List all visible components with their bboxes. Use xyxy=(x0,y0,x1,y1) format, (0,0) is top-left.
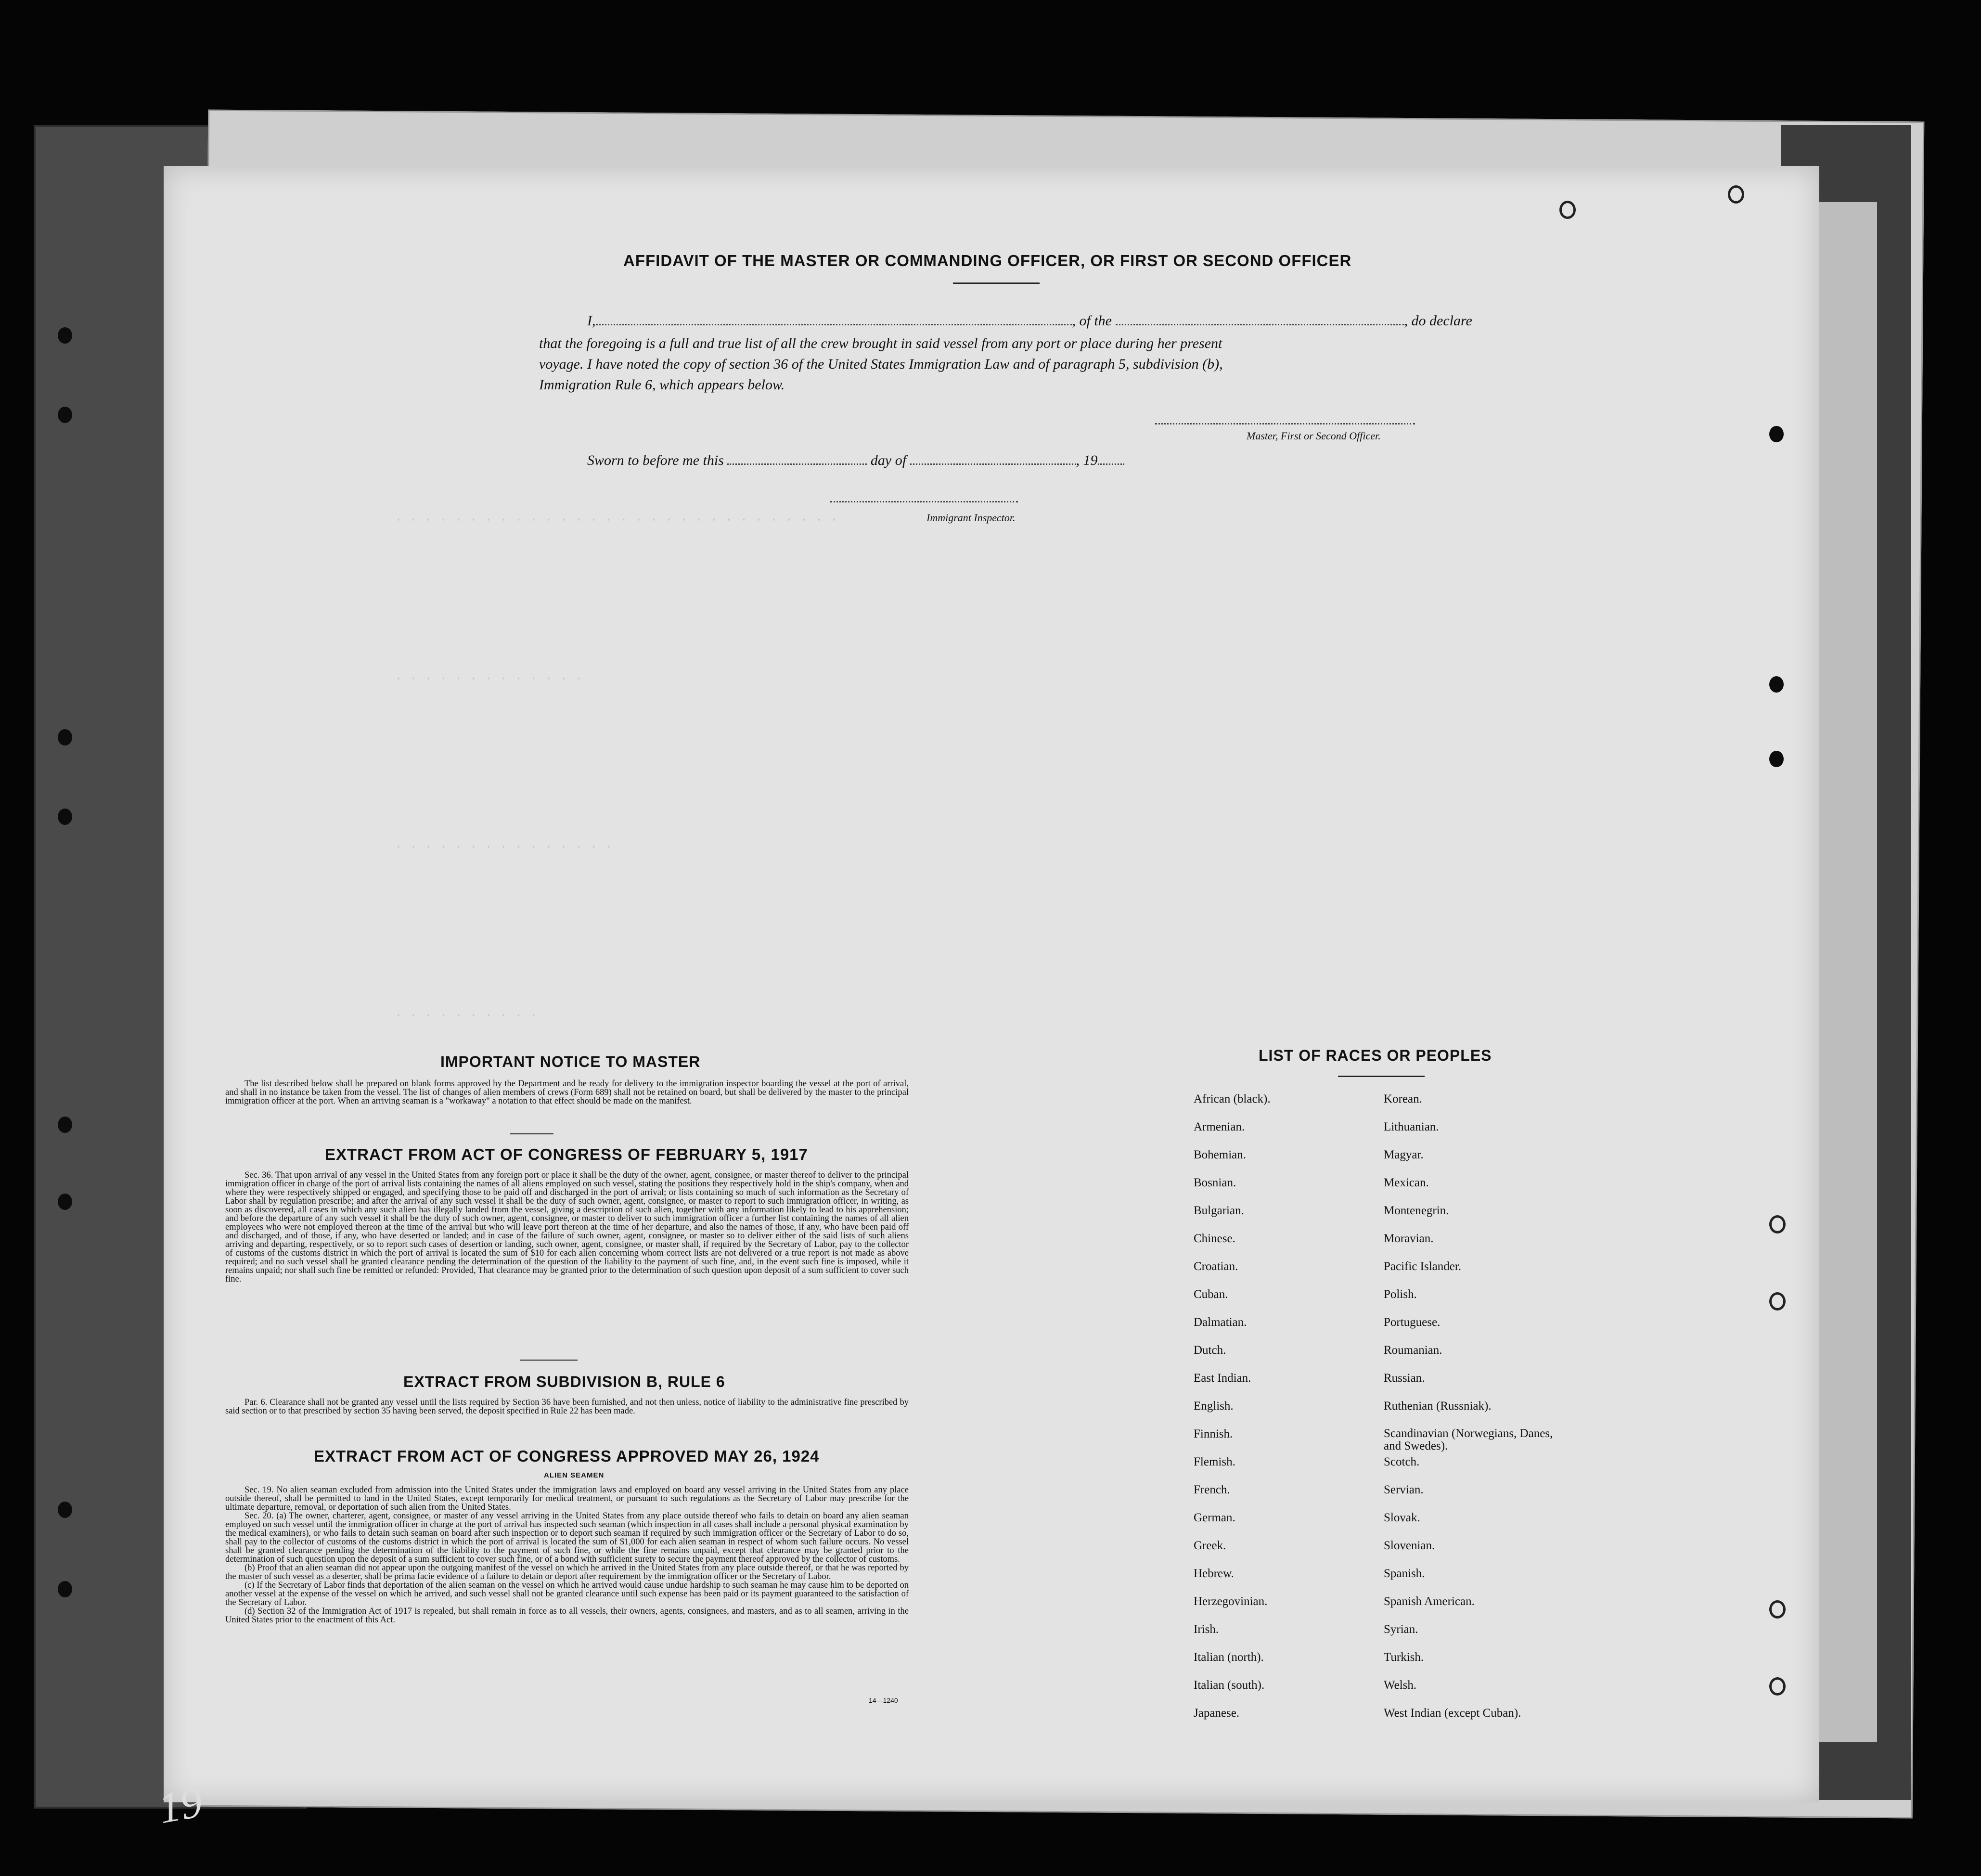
race-item: West Indian (except Cuban). xyxy=(1384,1707,1521,1720)
bleed-through-text: · · · · · · · · · · · · · · · xyxy=(395,840,613,854)
sworn-line xyxy=(587,452,1124,469)
punch-hole xyxy=(1559,201,1576,219)
races-title-divider xyxy=(1338,1076,1425,1077)
rule-6-title: EXTRACT FROM SUBDIVISION B, RULE 6 xyxy=(403,1373,725,1390)
handwritten-page-number: 19 xyxy=(155,1778,206,1833)
binder-hole xyxy=(58,809,72,825)
sworn-year: , 19 xyxy=(1076,452,1098,468)
section-divider xyxy=(510,1133,553,1134)
race-item: Dalmatian. xyxy=(1194,1316,1247,1329)
form-number: 14—1240 xyxy=(869,1696,898,1704)
sworn-month-blank xyxy=(910,461,1076,465)
notice-title: IMPORTANT NOTICE TO MASTER xyxy=(440,1053,701,1070)
bleed-through-text: · · · · · · · · · · · · · · · · · · · · · · · · · · · · · · xyxy=(395,513,838,527)
race-item: Croatian. xyxy=(1194,1260,1238,1273)
race-item: Dutch. xyxy=(1194,1344,1226,1357)
race-item: Roumanian. xyxy=(1384,1344,1442,1357)
binder-hole xyxy=(58,407,72,423)
binder-hole xyxy=(58,1502,72,1518)
race-item: Syrian. xyxy=(1384,1623,1418,1636)
race-item: Greek. xyxy=(1194,1539,1226,1552)
act-1924-sec-19: Sec. 19. No alien seaman excluded from admission into the United States under the immigration laws and employed on board any vessel arriving in the United States from any place outside thereof, shall be permitted to land in the United States, except temporarily for medical treatment, or pursuant to such regulations as the Secretary of Labor may prescribe for the ultimate departure, removal, or deportation of such alien from the United States. xyxy=(225,1485,909,1512)
race-item: Japanese. xyxy=(1194,1707,1240,1720)
affidavit-line-2: that the foregoing is a full and true list of all the crew brought in said vessel from any port or place during her present xyxy=(539,335,1222,351)
act-1917-text xyxy=(225,1171,909,1284)
binder-hole xyxy=(58,729,72,745)
master-name-blank xyxy=(596,321,1072,325)
race-item: Polish. xyxy=(1384,1288,1417,1301)
binder-hole xyxy=(58,327,72,344)
affidavit-of-the: , of the xyxy=(1072,313,1112,329)
race-item: East Indian. xyxy=(1194,1372,1251,1385)
race-item: Italian (south). xyxy=(1194,1679,1265,1692)
race-item: Korean. xyxy=(1384,1092,1422,1105)
signature-caption: Master, First or Second Officer. xyxy=(1247,430,1381,442)
punch-hole xyxy=(1769,1215,1786,1234)
notice-paragraph: The list described below shall be prepared on blank forms approved by the Department and be ready for delivery to the immigration inspector boarding the vessel at the port of arrival, and shall in no instance be taken from the vessel. The list of changes of alien members of crews (Form 689) shall not be retained on board, but shall be delivered by the master to the principal immigration officer at the port. When an arriving seaman is a "workaway" a notation to that effect should be made on the manifest. xyxy=(225,1079,909,1106)
race-item: Cuban. xyxy=(1194,1288,1228,1301)
race-item: Bohemian. xyxy=(1194,1148,1247,1161)
act-1924-subtitle: ALIEN SEAMEN xyxy=(544,1471,605,1479)
act-1924-title: EXTRACT FROM ACT OF CONGRESS APPROVED MAY 26, 1924 xyxy=(314,1447,820,1465)
punch-hole xyxy=(1769,751,1784,767)
punch-hole xyxy=(1769,1292,1786,1311)
sworn-prefix: Sworn to before me this xyxy=(587,452,724,468)
sworn-day-of: day of xyxy=(870,452,907,468)
inspector-signature-blank xyxy=(830,498,1018,502)
punch-hole xyxy=(1769,1600,1786,1619)
punch-hole xyxy=(1769,1677,1786,1696)
race-item: German. xyxy=(1194,1511,1235,1524)
affidavit-line-4: Immigration Rule 6, which appears below. xyxy=(539,377,785,393)
race-item: Lithuanian. xyxy=(1384,1120,1439,1133)
bleed-through-text: · · · · · · · · · · xyxy=(395,1008,538,1023)
punch-hole xyxy=(1728,185,1744,204)
race-item: Hebrew. xyxy=(1194,1567,1234,1580)
binder-hole xyxy=(58,1117,72,1133)
vessel-name-blank xyxy=(1116,321,1404,325)
races-title: LIST OF RACES OR PEOPLES xyxy=(1259,1047,1492,1064)
race-item: Herzegovinian. xyxy=(1194,1595,1268,1608)
race-item: Scotch. xyxy=(1384,1455,1420,1468)
race-item: Servian. xyxy=(1384,1483,1424,1496)
race-item: Armenian. xyxy=(1194,1120,1245,1133)
affidavit-line-1 xyxy=(587,313,1472,329)
signature-blank xyxy=(1155,420,1415,424)
act-1924-sec-20b: (b) Proof that an alien seaman did not appear upon the outgoing manifest of the vessel on which he arrived in the United States from any place outside thereof, or that he was reported by the master of such vessel as a deserter, shall be prima facie evidence of a failure to detain or deport after requirement by the immigration officer or the Secretary of Labor. xyxy=(225,1563,909,1581)
title-divider xyxy=(953,283,1040,284)
affidavit-line-3: voyage. I have noted the copy of section 36 of the United States Immigration Law and of paragraph 5, subdivision (b), xyxy=(539,356,1223,372)
race-item: Italian (north). xyxy=(1194,1651,1264,1664)
race-item: Turkish. xyxy=(1384,1651,1424,1664)
race-item: Mexican. xyxy=(1384,1176,1429,1189)
race-item: Scandinavian (Norwegians, Danes, and Swedes). xyxy=(1384,1427,1553,1452)
race-item: Spanish American. xyxy=(1384,1595,1475,1608)
affidavit-do-declare: , do declare xyxy=(1404,313,1472,329)
act-1924-sec-20a: Sec. 20. (a) The owner, charterer, agent, consignee, or master of any vessel arriving in the United States from any place outside thereof who fails to detain on board any alien seaman employed on such vessel until the immigration officer in charge at the port of arrival has inspected such seaman (which inspection in all cases shall include a personal physical examination by the medical examiners), or who fails to detain such seaman on board after such inspection or to deport such seaman if required by such immigration officer or the Secretary of Labor to do so, shall pay to the collector of customs of the customs district in which the port of arrival is located the sum of $1,000 for each alien seaman in respect of whom such failure occurs. No vessel shall be granted clearance pending the determination of the liability to the payment of such fine, or while the fine remains unpaid, except that clearance may be granted prior to the determination of such question upon the deposit of a sum sufficient to cover such fine, or of a bond with sufficient surety to secure the payment thereof approved by the collector of customs. xyxy=(225,1511,909,1564)
sworn-day-blank xyxy=(727,461,867,465)
bleed-through-text: · · · · · · · · · · · · · xyxy=(395,671,583,686)
binder-hole xyxy=(58,1194,72,1210)
race-item: English. xyxy=(1194,1400,1234,1413)
punch-hole xyxy=(1769,676,1784,693)
document-page xyxy=(164,166,1819,1802)
race-item: Bulgarian. xyxy=(1194,1204,1244,1217)
race-item: Irish. xyxy=(1194,1623,1219,1636)
race-item: Slovak. xyxy=(1384,1511,1420,1524)
race-item: Portuguese. xyxy=(1384,1316,1441,1329)
punch-hole xyxy=(1769,426,1784,442)
race-item: Ruthenian (Russniak). xyxy=(1384,1400,1492,1413)
binder-hole xyxy=(58,1581,72,1597)
race-item: Welsh. xyxy=(1384,1679,1417,1692)
rule-6-paragraph: Par. 6. Clearance shall not be granted any vessel until the lists required by Section 36 have been furnished, and not then unless, notice of liability to the administrative fine prescribed by said section or to that prescribed by section 35 having been served, the deposit specified in Rule 22 has been made. xyxy=(225,1398,909,1416)
race-item: African (black). xyxy=(1194,1092,1271,1105)
race-item: Magyar. xyxy=(1384,1148,1424,1161)
race-item: Bosnian. xyxy=(1194,1176,1236,1189)
race-item: Spanish. xyxy=(1384,1567,1425,1580)
affidavit-title: AFFIDAVIT OF THE MASTER OR COMMANDING OFFICER, OR FIRST OR SECOND OFFICER xyxy=(623,252,1352,270)
inspector-caption: Immigrant Inspector. xyxy=(926,512,1016,524)
act-1924-sec-20c: (c) If the Secretary of Labor finds that deportation of the alien seaman on the vessel on which he arrived would cause undue hardship to such seaman he may cause him to be deported on another vessel at the expense of the vessel on which he arrived, and such vessel shall not be granted clearance until such expense has been paid or its payment guaranteed to the satisfaction of the Secretary of Labor. xyxy=(225,1580,909,1607)
race-item: Pacific Islander. xyxy=(1384,1260,1462,1273)
notice-text xyxy=(225,1079,909,1105)
race-item: Flemish. xyxy=(1194,1455,1235,1468)
affidavit-i: I, xyxy=(587,313,596,329)
race-item: French. xyxy=(1194,1483,1230,1496)
sworn-year-blank xyxy=(1098,461,1124,465)
act-1917-title: EXTRACT FROM ACT OF CONGRESS OF FEBRUARY 5, 1917 xyxy=(325,1145,808,1163)
race-item: Montenegrin. xyxy=(1384,1204,1449,1217)
act-1924-text xyxy=(225,1486,909,1624)
race-item: Russian. xyxy=(1384,1372,1425,1385)
race-item: Slovenian. xyxy=(1384,1539,1435,1552)
race-item: Moravian. xyxy=(1384,1232,1434,1245)
race-item: Chinese. xyxy=(1194,1232,1235,1245)
act-1917-paragraph: Sec. 36. That upon arrival of any vessel in the United States from any foreign port or place it shall be the duty of the owner, agent, consignee, or master thereof to deliver to the principal immigration officer in charge of the port of arrival lists containing the names of all aliens employed on such vessel, stating the positions they respectively hold in the ship's company, when and where they were respectively shipped or engaged, and specifying those to be paid off and discharged in the port of arrival; or lists containing so much of such information as the Secretary of Labor shall by regulation prescribe; and after the arrival of any such vessel it shall be the duty of such owner, agent, consignee, or master to report to such immigration officer, in writing, as soon as discovered, all cases in which any such alien has illegally landed from the vessel, giving a description of such alien, together with any information likely to lead to his apprehension; and before the departure of any such vessel it shall be the duty of such owner, agent, consignee, or master to deliver to such immigration officer a further list containing the names of all alien employees who were not employed thereon at the time of the arrival but who will leave port thereon at the time of her departure, and also the names of those, if any, who have been paid off and discharged, and of those, if any, who have deserted or landed; and in case of the failure of such owner, agent, consignee, or master so to deliver either of the said lists of such aliens arriving and departing, respectively, or so to report such cases of desertion or landing, such owner, agent, consignee, or master shall, if required by the Secretary of Labor, pay to the collector of customs of the customs district in which the port of arrival is located the sum of $10 for each alien concerning whom correct lists are not delivered or a true report is not made as above required; and no such vessel shall be granted clearance pending the determination of the question of the liability to the payment of such fine, and, in the event such fine is imposed, while it remains unpaid; nor shall such fine be remitted or refunded: Provided, That clearance may be granted prior to the determination of such question upon deposit of a sum sufficient to cover such fine. xyxy=(225,1170,909,1284)
section-divider xyxy=(520,1360,578,1361)
race-item: Finnish. xyxy=(1194,1427,1233,1440)
rule-6-text xyxy=(225,1398,909,1415)
act-1924-sec-20d: (d) Section 32 of the Immigration Act of 1917 is repealed, but shall remain in force as to all vessels, their owners, agents, consignees, and masters, and as to all seamen, arriving in the United States prior to the enactment of this Act. xyxy=(225,1606,909,1625)
